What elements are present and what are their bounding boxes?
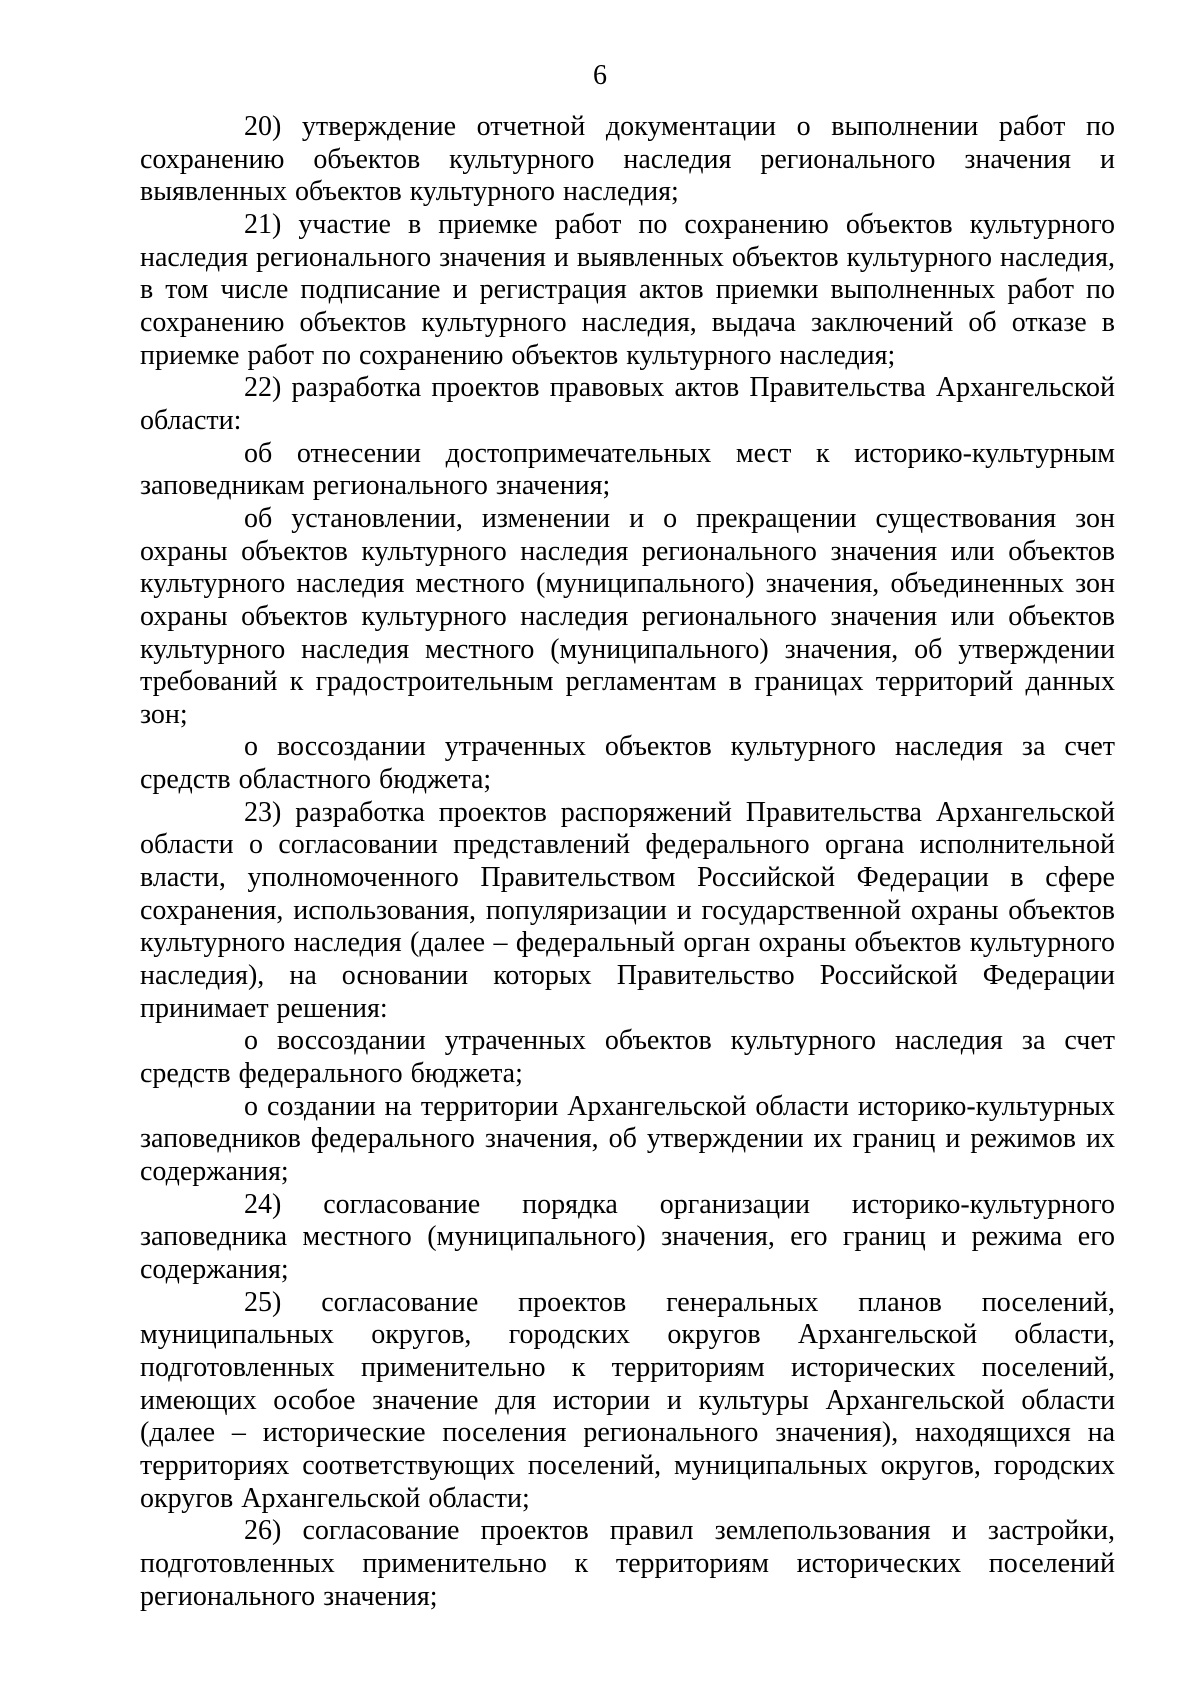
- document-body: [140, 111, 1115, 1613]
- paragraph: о воссоздании утраченных объектов культурного наследия за счет средств областного бюджета;: [140, 731, 1115, 796]
- paragraph: об отнесении достопримечательных мест к историко-культурным заповедникам регионального значения;: [140, 437, 1115, 502]
- paragraph: 25) согласование проектов генеральных планов поселений, муниципальных округов, городских округов Архангельской области, подготовленных применительно к территориям исторических поселений, имеющих особое значение для истории и культуры Архангельской области (далее – исторические поселения регионального значения), находящихся на территориях соответствующих поселений, муниципальных округов, городских округов Архангельской области;: [140, 1286, 1115, 1514]
- paragraph: 22) разработка проектов правовых актов Правительства Архангельской области:: [140, 372, 1115, 436]
- paragraph: 20) утверждение отчетной документации о выполнении работ по сохранению объектов культурного наследия регионального значения и выявленных объектов культурного наследия;: [140, 111, 1115, 208]
- paragraph: 24) согласование порядка организации историко-культурного заповедника местного (муниципального) значения, его границ и режима его содержания;: [140, 1188, 1115, 1285]
- paragraph: 26) согласование проектов правил землепользования и застройки, подготовленных применительно к территориям исторических поселений регионального значения;: [140, 1515, 1115, 1612]
- paragraph: 23) разработка проектов распоряжений Правительства Архангельской области о согласовании представлений федерального органа исполнительной власти, уполномоченного Правительством Российской Федерации в сфере сохранения, использования, популяризации и государственной охраны объектов культурного наследия (далее – федеральный орган охраны объектов культурного наследия), на основании которых Правительство Российской Федерации принимает решения:: [140, 796, 1115, 1024]
- paragraph: об установлении, изменении и о прекращении существования зон охраны объектов культурного наследия регионального значения или объектов культурного наследия местного (муниципального) значения, объединенных зон охраны объектов культурного наследия регионального значения или объектов культурного наследия местного (муниципального) значения, об утверждении требований к градостроительным регламентам в границах территорий данных зон;: [140, 502, 1115, 730]
- page-number: 6: [593, 60, 607, 91]
- paragraph: 21) участие в приемке работ по сохранению объектов культурного наследия регионального значения и выявленных объектов культурного наследия, в том числе подписание и регистрация актов приемки выполненных работ по сохранению объектов культурного наследия, выдача заключений об отказе в приемке работ по сохранению объектов культурного наследия;: [140, 208, 1115, 371]
- paragraph: о воссоздании утраченных объектов культурного наследия за счет средств федерального бюджета;: [140, 1025, 1115, 1090]
- paragraph: о создании на территории Архангельской области историко-культурных заповедников федерального значения, об утверждении их границ и режимов их содержания;: [140, 1090, 1115, 1187]
